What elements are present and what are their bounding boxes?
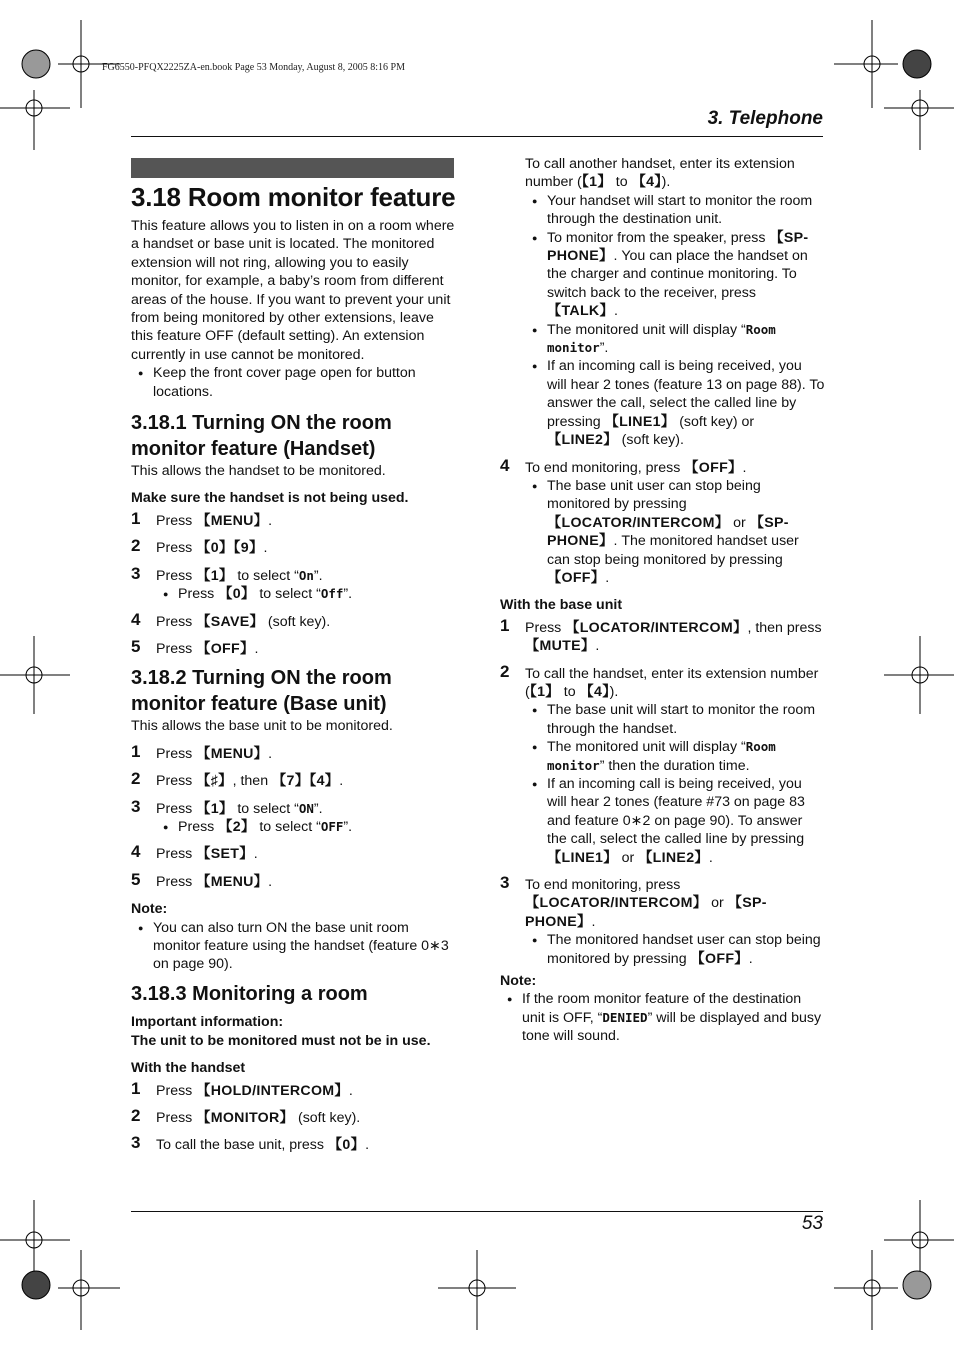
bullet: ● If an incoming call is being received, you will hear 2 tones (feature #73 on page 83 and feature 0∗2 on page 90). To answer the call, select the called line by pressing 【LINE1】 or 【LINE2】. <box>532 776 805 866</box>
section-bar <box>131 158 454 178</box>
step: 2 Press 【0】【9】. <box>131 536 268 557</box>
header-rule <box>131 136 823 137</box>
step: 5 Press 【OFF】. <box>131 636 259 657</box>
step: 3 To end monitoring, press 【LOCATOR/INTERCOM】 or 【SP-PHONE】. <box>500 873 767 930</box>
subsection-title-handset: 3.18.1 Turning ON the room monitor feature (Handset) <box>131 412 392 460</box>
step: 1 Press 【HOLD/INTERCOM】. <box>131 1078 353 1099</box>
step: 2 Press 【♯】, then 【7】【4】. <box>131 769 344 790</box>
note-label: Note: <box>131 901 168 918</box>
footer-rule <box>131 1211 823 1212</box>
bullet: ● The base unit user can stop being monitored by pressing 【LOCATOR/INTERCOM】 or 【SP-PHONE】. The monitored handset user can stop being monitored by pressing 【OFF】. <box>532 477 799 586</box>
important-label: Important information: <box>131 1014 284 1031</box>
important-text: The unit to be monitored must not be in use. <box>131 1032 431 1049</box>
chapter-title: 3. Telephone <box>707 108 823 129</box>
note-bullet: ● If the room monitor feature of the destination unit is OFF, “DENIED” will be displayed and busy tone will sound. <box>500 990 825 1045</box>
left-column <box>131 158 456 1155</box>
step: 4 Press 【SET】. <box>131 842 258 863</box>
prereq-note: Make sure the handset is not being used. <box>131 490 409 507</box>
bullet: ● Your handset will start to monitor the room through the destination unit. <box>532 192 813 228</box>
sub-bullet: ● Press 【2】 to select “OFF”. <box>163 818 353 835</box>
step: 4 Press 【SAVE】 (soft key). <box>131 609 331 630</box>
subsection-desc: This allows the base unit to be monitored. <box>131 718 393 735</box>
step: 3 Press 【1】 to select “On”. <box>131 563 323 584</box>
intro-paragraph: This feature allows you to listen in on a room where a handset or base unit is located. The monitored extension will not ring, allowing you to easily monitor, for example, a baby’s room from different areas of the house. If you want to prevent your unit from being monitored by other extensions, leave this feature OFF (default setting). An extension currently in use cannot be monitored. <box>131 218 455 363</box>
step: 1 Press 【MENU】. <box>131 508 273 529</box>
bullet: ● The base unit will start to monitor the room through the handset. <box>532 702 816 737</box>
page-number: 53 <box>801 1213 823 1234</box>
bullet: ● The monitored handset user can stop being monitored by pressing 【OFF】. <box>532 932 821 967</box>
paragraph: To call another handset, enter its extension number (【1】 to 【4】). <box>525 156 795 191</box>
base-label: With the base unit <box>500 597 623 614</box>
section-title: 3.18 Room monitor feature <box>131 182 456 212</box>
bullet: ● To monitor from the speaker, press 【SP-PHONE】. You can place the handset on the charger and continue monitoring. To switch back to the receiver, press 【TALK】. <box>532 229 809 320</box>
step: 2 Press 【MONITOR】 (soft key). <box>131 1105 361 1126</box>
handset-label: With the handset <box>131 1060 246 1077</box>
note-bullet: ● You can also turn ON the base unit room monitor feature using the handset (feature 0∗3 on page 90). <box>131 919 456 974</box>
bullet: ● If an incoming call is being received, you will hear 2 tones (feature 13 on page 88). To answer the call, select the called line by pressing 【LINE1】 (soft key) or 【LINE2】 (soft key). <box>532 358 825 449</box>
subsection-title-monitoring: 3.18.3 Monitoring a room <box>131 982 368 1005</box>
note-label: Note: <box>500 973 537 990</box>
subsection-title-base: 3.18.2 Turning ON the room monitor feature (Base unit) <box>131 667 392 715</box>
step: 3 Press 【1】 to select “ON”. <box>131 796 323 817</box>
step: 1 Press 【LOCATOR/INTERCOM】, then press 【MUTE】. <box>500 615 822 655</box>
file-info: FG6550-PFQX2225ZA-en.book Page 53 Monday, August 8, 2005 8:16 PM <box>102 62 405 73</box>
step: 4 To end monitoring, press 【OFF】. <box>500 455 747 476</box>
right-column <box>500 155 825 1046</box>
bullet: ● The monitored unit will display “Room monitor”. <box>532 321 776 357</box>
step: 2 To call the handset, enter its extension number (【1】 to 【4】). <box>500 661 819 700</box>
bullet: ● The monitored unit will display “Room monitor” then the duration time. <box>532 739 776 774</box>
step: 5 Press 【MENU】. <box>131 869 273 890</box>
step: 3 To call the base unit, press 【0】. <box>131 1133 370 1154</box>
intro-bullet: ● Keep the front cover page open for button locations. <box>131 364 456 401</box>
sub-bullet: ● Press 【0】 to select “Off”. <box>163 586 353 603</box>
step: 1 Press 【MENU】. <box>131 741 273 762</box>
subsection-desc: This allows the handset to be monitored. <box>131 463 386 480</box>
